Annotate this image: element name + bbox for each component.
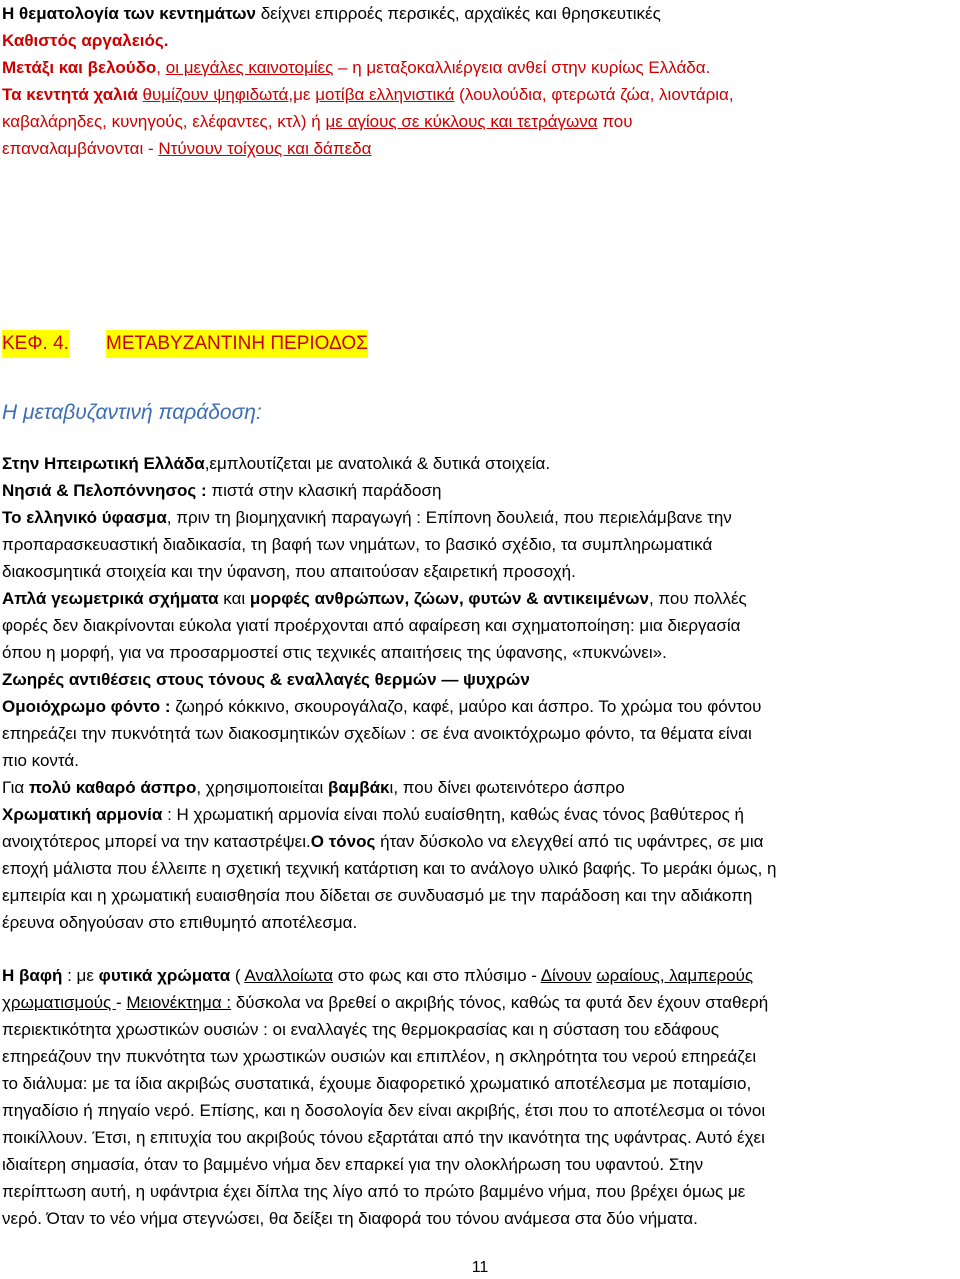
body-line: Νησιά & Πελοπόννησος : πιστά στην κλασική παράδοση [2,481,442,500]
body-line: ποικίλλουν. Έτσι, η επιτυχία του ακριβούς τόνου εξαρτάται από την ικανότητα της υφάντρας. Αυτό έχει [2,1128,765,1147]
body-line: εποχή μάλιστα που έλλειπε η σχετική τεχνική κατάρτιση και το ανάλογο υλικό βαφής. Το μεράκι όμως, η [2,859,777,878]
body-line: ιδιαίτερη σημασία, όταν το βαμμένο νήμα δεν επαρκεί για την ολοκλήρωση του υφαντού. Στην [2,1155,704,1174]
chapter-number: ΚΕΦ. 4. [2,330,69,358]
body-line: Για πολύ καθαρό άσπρο, χρησιμοποιείται βαμβάκι, που δίνει φωτεινότερο άσπρο [2,778,625,797]
body-section [0,450,960,936]
body-line: πηγαδίσιο ή πηγαίο νερό. Επίσης, και η δοσολογία δεν είναι ακριβής, έτσι που το αποτέλεσμα οι τόνοι [2,1101,766,1120]
body-line: προπαρασκευαστική διαδικασία, τη βαφή των νημάτων, το βασικό σχέδιο, τα συμπληρωματικά [2,535,713,554]
dyeing-section [0,962,960,1232]
chapter-heading [0,330,960,358]
intro-line-6: επαναλαμβάνονται - Ντύνουν τοίχους και δάπεδα [2,139,372,158]
intro-line-3: Μετάξι και βελούδο, οι μεγάλες καινοτομίες – η μεταξοκαλλιέργεια ανθεί στην κυρίως Ελλάδα. [2,58,711,77]
intro-line-2: Καθιστός αργαλειός. [2,31,169,50]
chapter-title: ΜΕΤΑΒΥΖΑΝΤΙΝΗ ΠΕΡΙΟΔΟΣ [106,330,368,358]
body-line: εμπειρία και η χρωματική ευαισθησία που δίδεται σε συνδυασμό με την παράδοση και την αδιάκοπη [2,886,753,905]
body-line: Στην Ηπειρωτική Ελλάδα,εμπλουτίζεται με ανατολικά & δυτικά στοιχεία. [2,454,551,473]
body-line: Ζωηρές αντιθέσεις στους τόνους & εναλλαγές θερμών — ψυχρών [2,670,530,689]
body-line: Χρωματική αρμονία : Η χρωματική αρμονία είναι πολύ ευαίσθητη, καθώς ένας τόνος βαθύτερος ή [2,805,744,824]
body-line: όπου η μορφή, για να προσαρμοστεί στις τεχνικές απαιτήσεις της ύφανσης, «πυκνώνει». [2,643,667,662]
body-line: διακοσμητικά στοιχεία και την ύφανση, που απαιτούσαν εξαιρετική προσοχή. [2,562,576,581]
intro-line-5: καβαλάρηδες, κυνηγούς, ελέφαντες, κτλ) ή με αγίους σε κύκλους και τετράγωνα που [2,112,633,131]
body-line: Το ελληνικό ύφασμα, πριν τη βιομηχανική παραγωγή : Επίπονη δουλειά, που περιελάμβανε την [2,508,732,527]
body-line: περίπτωση αυτή, η υφάντρια έχει δίπλα της λίγο από το πρώτο βαμμένο νήμα, που βρέχει όμως με [2,1182,746,1201]
intro-section [0,0,960,162]
body-line: φορές δεν διακρίνονται εύκολα γιατί προέρχονται από αφαίρεση και σχηματοποίηση: μια διεργασία [2,616,741,635]
body-line: χρωματισμούς - Μειονέκτημα : δύσκολα να βρεθεί ο ακριβής τόνος, καθώς τα φυτά δεν έχουν σταθερή [2,993,769,1012]
body-line: έρευνα οδηγούσαν στο επιθυμητό αποτέλεσμα. [2,913,358,932]
body-line: το διάλυμα: με τα ίδια ακριβώς συστατικά, έχουμε διαφορετικό χρωματικό αποτέλεσμα με ποταμίσιο, [2,1074,752,1093]
body-line: ανοιχτότερος μπορεί να την καταστρέψει.Ο τόνος ήταν δύσκολο να ελεγχθεί από τις υφάντρες, σε μια [2,832,764,851]
body-line: νερό. Όταν το νέο νήμα στεγνώσει, θα δείξει τη διαφορά του τόνου ανάμεσα στα δύο νήματα. [2,1209,698,1228]
body-line: Απλά γεωμετρικά σχήματα και μορφές ανθρώπων, ζώων, φυτών & αντικειμένων, που πολλές [2,589,747,608]
embroidery-themes-label: Η θεματολογία των κεντημάτων [2,4,256,23]
intro-line-4: Τα κεντητά χαλιά θυμίζουν ψηφιδωτά,με μοτίβα ελληνιστικά (λουλούδια, φτερωτά ζώα, λιοντάρια, [2,85,734,104]
intro-line-1: Η θεματολογία των κεντημάτων δείχνει επιρροές περσικές, αρχαϊκές και θρησκευτικές [2,4,661,23]
body-line: περιεκτικότητα χρωστικών ουσιών : οι εναλλαγές της θερμοκρασίας και η σύσταση του εδάφους [2,1020,719,1039]
body-line: επηρεάζουν την πυκνότητα των χρωστικών ουσιών και επιπλέον, η σκληρότητα του νερού επηρεάζει [2,1047,757,1066]
body-line: επηρεάζει την πυκνότητά των διακοσμητικών σχεδίων : σε ένα ανοικτόχρωμο φόντο, τα θέματα είναι [2,724,752,743]
page-number: 11 [471,1259,489,1276]
body-line: Η βαφή : με φυτικά χρώματα ( Αναλλοίωτα στο φως και στο πλύσιμο - Δίνουν ωραίους, λαμπερούς [2,966,754,985]
body-line: πιο κοντά. [2,751,79,770]
body-line: Ομοιόχρωμο φόντο : ζωηρό κόκκινο, σκουρογάλαζο, καφέ, μαύρο και άσπρο. Το χρώμα του φόντου [2,697,762,716]
section-subtitle: Η μεταβυζαντινή παράδοση: [2,401,262,424]
